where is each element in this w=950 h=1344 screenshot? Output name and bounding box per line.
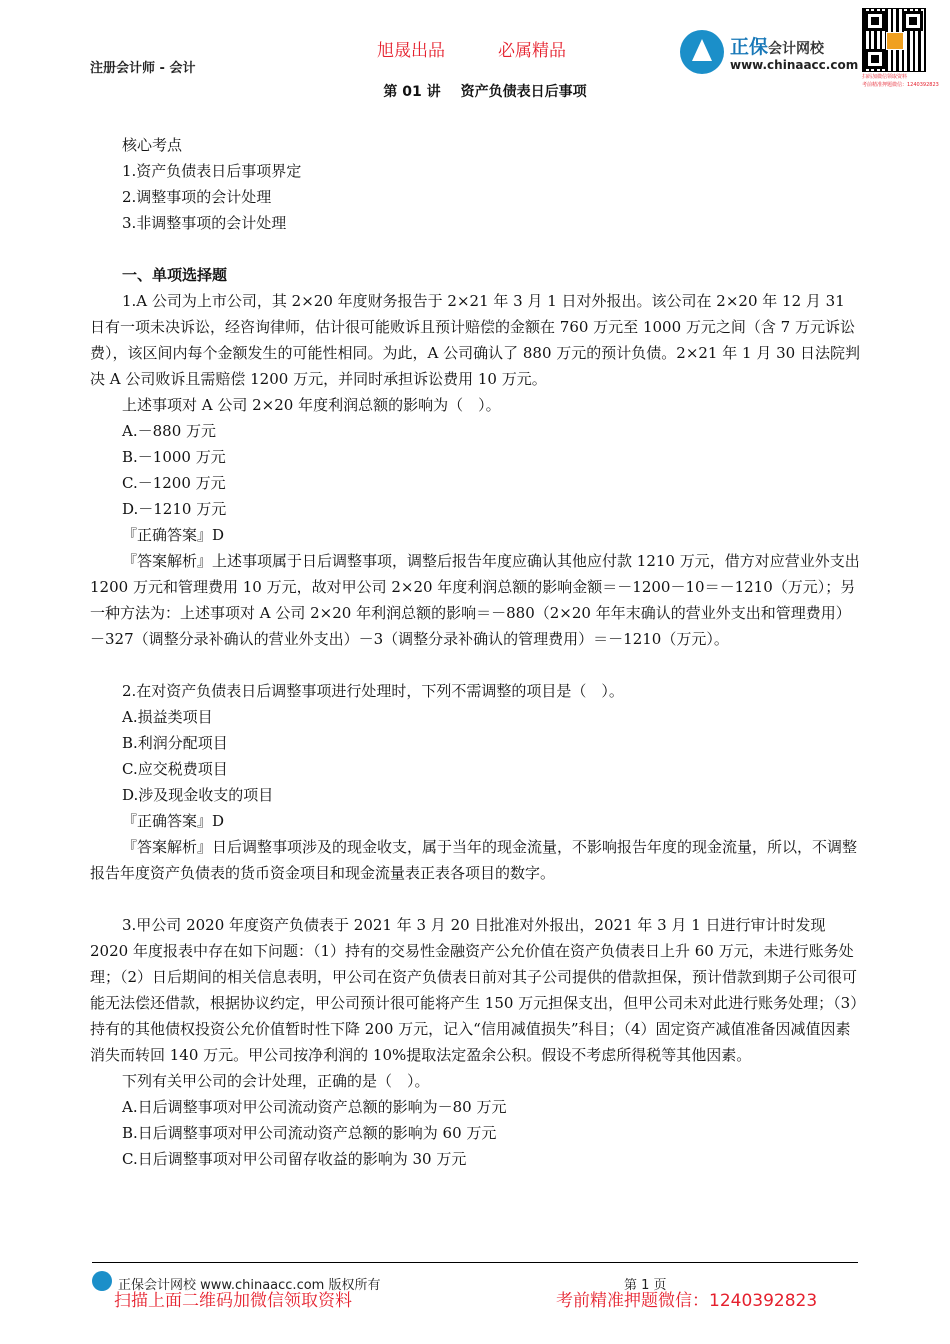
q1-answer: 『正确答案』D — [122, 526, 225, 544]
lecture-title: 资产负债表日后事项 — [460, 84, 587, 100]
q1-question: 上述事项对 A 公司 2×20 年度利润总额的影响为（ ）。 — [122, 396, 501, 414]
footer-divider — [92, 1262, 858, 1263]
q3-option: C.日后调整事项对甲公司留存收益的影响为 30 万元 — [122, 1150, 467, 1168]
q3-option: A.日后调整事项对甲公司流动资产总额的影响为－80 万元 — [122, 1098, 507, 1116]
q1-analysis: 『答案解析』上述事项属于日后调整事项，调整后报告年度应确认其他应付款 1210 万元，借方对应营业外支出 1200 万元和管理费用 10 万元，故对甲公司 2×20 年度利润总额的影响金额＝－1200－10＝－1210（万元）；另一种方法为：上述事项对 A 公司 2×20 年利润总额的影响＝－880（2×20 年年末确认的营业外支出和管理费用）－327（调整分录补确认的营业外支出）－3（调整分录补确认的管理费用）＝－1210（万元）。 — [90, 552, 860, 648]
header-subject: 注册会计师 - 会计 — [90, 61, 196, 76]
q1-stem: 1.A 公司为上市公司，其 2×20 年度财务报告于 2×21 年 3 月 1 日对外报出。该公司在 2×20 年 12 月 31 日有一项未决诉讼，经咨询律师，估计很可能败诉且预计赔偿的金额在 760 万元至 1000 万元之间（含 7 万元诉讼费），该区间内每个金额发生的可能性相同。为此，A 公司确认了 880 万元的预计负债。2×21 年 1 月 30 日法院判决 A 公司败诉且需赔偿 1200 万元，并同时承担诉讼费用 10 万元。 — [90, 292, 860, 388]
section-title: 一、单项选择题 — [122, 266, 228, 284]
core-item: 2.调整事项的会计处理 — [122, 188, 272, 206]
qr-code-icon — [862, 8, 926, 72]
page-title — [0, 81, 950, 101]
q1-option: B.－1000 万元 — [122, 448, 226, 466]
promo-left: 旭晟出品 — [377, 41, 445, 61]
q3-question: 下列有关甲公司的会计处理，正确的是（ ）。 — [122, 1072, 430, 1090]
q1-option: D.－1210 万元 — [122, 500, 227, 518]
logo-name: 正保会计网校 — [730, 36, 825, 58]
page-number: 第 1 页 — [624, 1278, 667, 1293]
q3-stem: 3.甲公司 2020 年度资产负债表于 2021 年 3 月 20 日批准对外报出，2021 年 3 月 1 日进行审计时发现 2020 年度报表中存在如下问题：（1）持有的交易性金融资产公允价值在资产负债表日上升 60 万元，未进行账务处理；（2）日后期间的相关信息表明，甲公司在资产负债表日前对其子公司提供的借款担保，预计借款到期子公司很可能无法偿还借款，根据协议约定，甲公司预计很可能将产生 150 万元担保支出，但甲公司未对此进行账务处理；（3）持有的其他债权投资公允价值暂时性下降 200 万元，记入“信用减值损失”科目；（4）固定资产减值准备因减值因素消失而转回 140 万元。甲公司按净利润的 10%提取法定盈余公积。假设不考虑所得税等其他因素。 — [90, 916, 858, 1064]
footer-copyright: 正保会计网校 www.chinaacc.com 版权所有 — [118, 1278, 381, 1293]
q2-analysis: 『答案解析』日后调整事项涉及的现金收支，属于当年的现金流量，不影响报告年度的现金流量，所以，不调整报告年度资产负债表的货币资金项目和现金流量表正表各项目的数字。 — [90, 838, 858, 882]
q1-option: A.－880 万元 — [122, 422, 216, 440]
q2-option: B.利润分配项目 — [122, 734, 228, 752]
core-heading: 核心考点 — [122, 136, 183, 154]
q1-option: C.－1200 万元 — [122, 474, 226, 492]
lecture-number: 第 01 讲 — [383, 84, 441, 100]
logo-icon — [680, 30, 724, 74]
core-item: 1.资产负债表日后事项界定 — [122, 162, 302, 180]
q3-option: B.日后调整事项对甲公司流动资产总额的影响为 60 万元 — [122, 1124, 497, 1142]
footer-promo-right: 考前精准押题微信：1240392823 — [556, 1291, 818, 1311]
promo-right: 必属精品 — [498, 41, 566, 61]
footer-promo-left: 扫描上面二维码加微信领取资料 — [114, 1291, 352, 1311]
qr-caption-1: 扫码加微信领取资料 — [862, 74, 908, 80]
q2-answer: 『正确答案』D — [122, 812, 225, 830]
logo-url: www.chinaacc.com — [730, 58, 859, 72]
core-item: 3.非调整事项的会计处理 — [122, 214, 287, 232]
q2-option: A.损益类项目 — [122, 708, 213, 726]
q2-option: C.应交税费项目 — [122, 760, 228, 778]
document-body — [90, 132, 860, 1172]
q2-option: D.涉及现金收支的项目 — [122, 786, 274, 804]
q2-stem: 2.在对资产负债表日后调整事项进行处理时，下列不需调整的项目是（ ）。 — [122, 682, 624, 700]
qr-code — [862, 8, 939, 88]
footer-logo-icon — [92, 1271, 112, 1291]
brand-logo — [680, 30, 860, 78]
qr-caption-2: 考前精准押题微信：1240392823 — [862, 82, 939, 88]
